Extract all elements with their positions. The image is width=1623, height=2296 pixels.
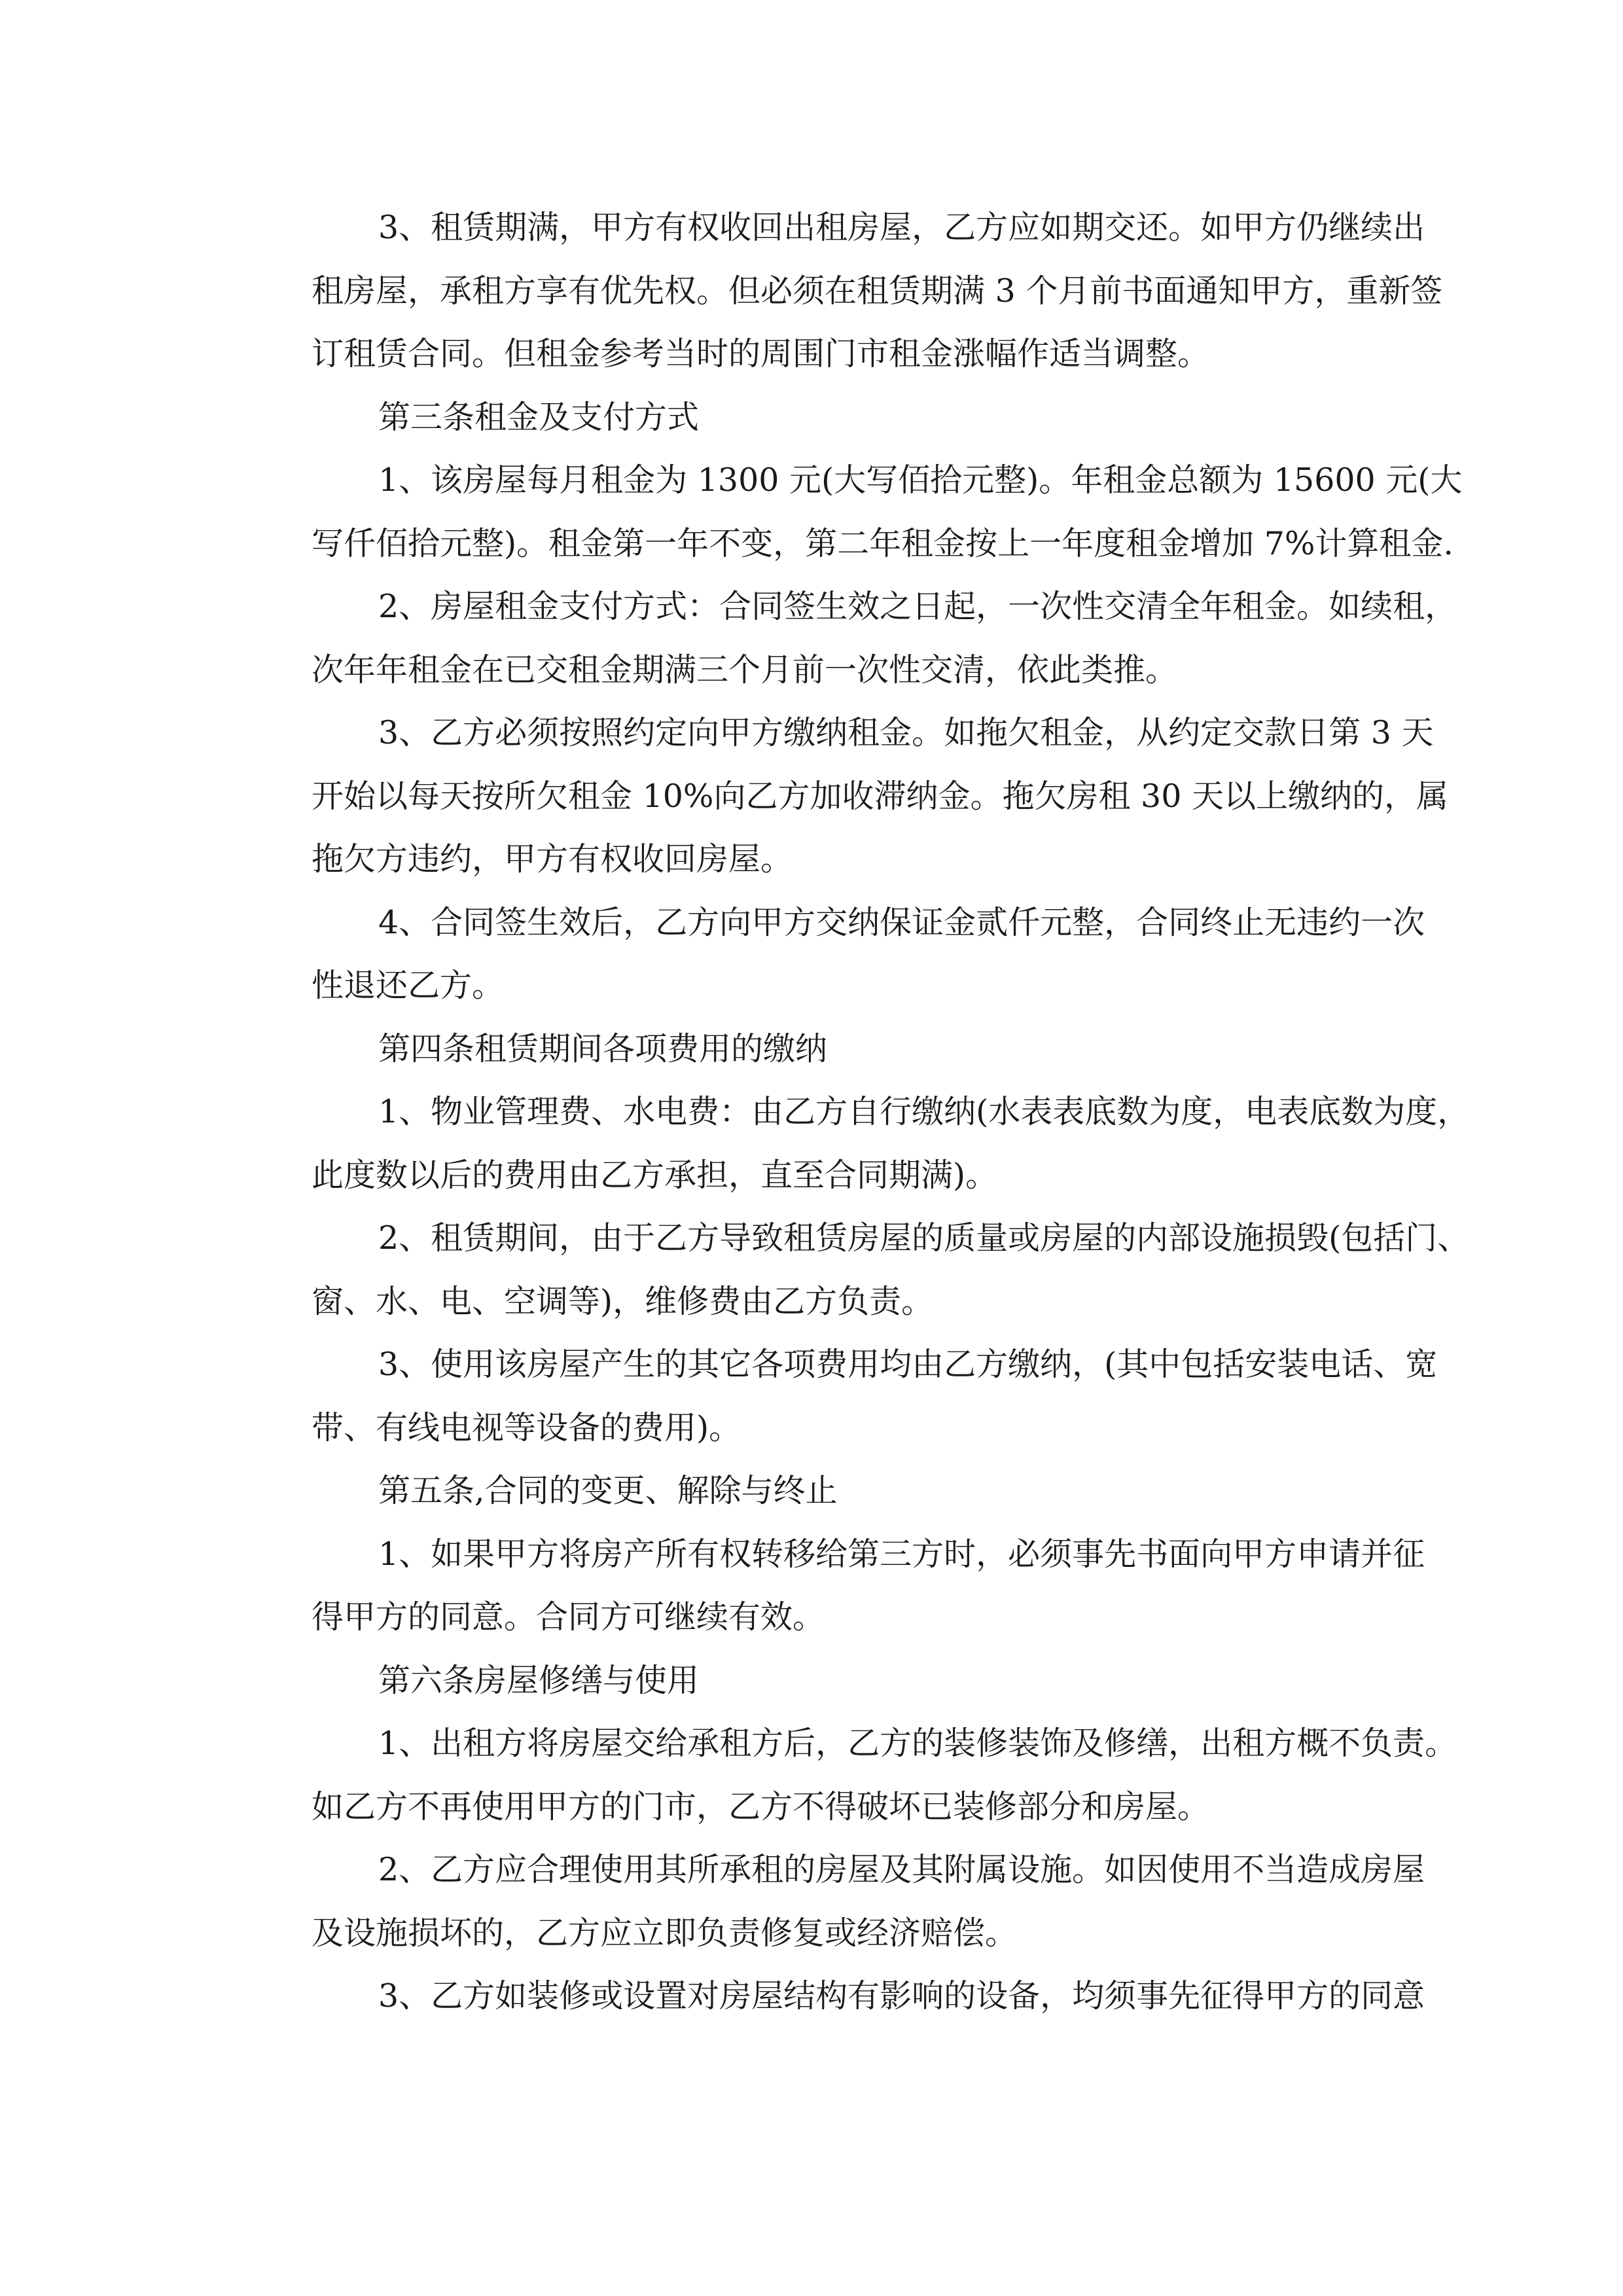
clause-paragraph [245, 1839, 1425, 1965]
text-line: 4、合同签生效后，乙方向甲方交纳保证金贰仟元整，合同终止无违约一次 [378, 903, 1425, 941]
text-line: 订租赁合同。但租金参考当时的周围门市租金涨幅作适当调整。 [312, 335, 1210, 372]
text-line: 写仟佰拾元整)。租金第一年不变，第二年租金按上一年度租金增加 7%计算租金. [312, 524, 1454, 562]
section-heading-text: 第三条租金及支付方式 [378, 398, 700, 436]
text-line: 2、房屋租金支付方式：合同签生效之日起，一次性交清全年租金。如续租， [378, 588, 1457, 625]
clause-paragraph [245, 702, 1448, 891]
text-line: 开始以每天按所欠租金 10%向乙方加收滞纳金。拖欠房租 30 天以上缴纳的，属 [312, 777, 1448, 815]
section-heading [245, 1460, 1390, 1523]
clause-paragraph [245, 1523, 1425, 1649]
text-line: 3、使用该房屋产生的其它各项费用均由乙方缴纳，(其中包括安装电话、宽 [378, 1346, 1438, 1383]
text-line: 租房屋，承租方享有优先权。但必须在租赁期满 3 个月前书面通知甲方，重新签 [312, 272, 1443, 310]
text-line: 3、乙方必须按照约定向甲方缴纳租金。如拖欠租金，从约定交款日第 3 天 [378, 714, 1434, 751]
text-line: 及设施损坏的，乙方应立即负责修复或经济赔偿。 [312, 1914, 1018, 1952]
clause-paragraph [245, 891, 1425, 1018]
text-line: 带、有线电视等设备的费用)。 [312, 1408, 741, 1446]
section-heading [245, 1018, 1390, 1081]
clause-paragraph [245, 1333, 1438, 1460]
text-line: 1、物业管理费、水电费：由乙方自行缴纳(水表表底数为度，电表底数为度， [378, 1093, 1470, 1130]
text-line: 1、出租方将房屋交给承租方后，乙方的装修装饰及修缮，出租方概不负责。 [378, 1725, 1457, 1762]
text-line: 3、乙方如装修或设置对房屋结构有影响的设备，均须事先征得甲方的同意 [378, 1977, 1425, 2015]
text-line: 拖欠方违约，甲方有权收回房屋。 [312, 840, 793, 878]
clause-paragraph [245, 575, 1457, 702]
section-heading-text: 第四条租赁期间各项费用的缴纳 [378, 1030, 828, 1067]
text-line: 如乙方不再使用甲方的门市，乙方不得破坏已装修部分和房屋。 [312, 1787, 1210, 1825]
text-line: 次年年租金在已交租金期满三个月前一次性交清，依此类推。 [312, 651, 1178, 689]
document-page [245, 196, 1470, 2028]
text-line: 2、乙方应合理使用其所承租的房屋及其附属设施。如因使用不当造成房屋 [378, 1851, 1425, 1888]
text-line: 2、租赁期间，由于乙方导致租赁房屋的质量或房屋的内部设施损毁(包括门、 [378, 1219, 1470, 1257]
text-line: 此度数以后的费用由乙方承担，直至合同期满)。 [312, 1156, 998, 1194]
clause-paragraph [245, 1207, 1470, 1333]
section-heading [245, 1649, 1390, 1713]
text-line: 1、如果甲方将房产所有权转移给第三方时，必须事先书面向甲方申请并征 [378, 1535, 1425, 1573]
clause-paragraph [245, 449, 1463, 575]
text-line: 3、租赁期满，甲方有权收回出租房屋，乙方应如期交还。如甲方仍继续出 [378, 209, 1425, 246]
clause-paragraph [245, 1965, 1425, 2028]
clause-paragraph [245, 1081, 1470, 1207]
section-heading [245, 386, 1390, 450]
text-line: 窗、水、电、空调等)，维修费由乙方负责。 [312, 1282, 934, 1320]
text-line: 1、该房屋每月租金为 1300 元(大写佰拾元整)。年租金总额为 15600 元(大 [378, 461, 1463, 499]
text-line: 性退还乙方。 [312, 967, 505, 1004]
clause-paragraph [245, 1712, 1457, 1839]
section-heading-text: 第五条,合同的变更、解除与终止 [378, 1472, 838, 1509]
section-heading-text: 第六条房屋修缮与使用 [378, 1661, 700, 1699]
text-line: 得甲方的同意。合同方可继续有效。 [312, 1598, 825, 1636]
clause-paragraph [245, 196, 1443, 386]
